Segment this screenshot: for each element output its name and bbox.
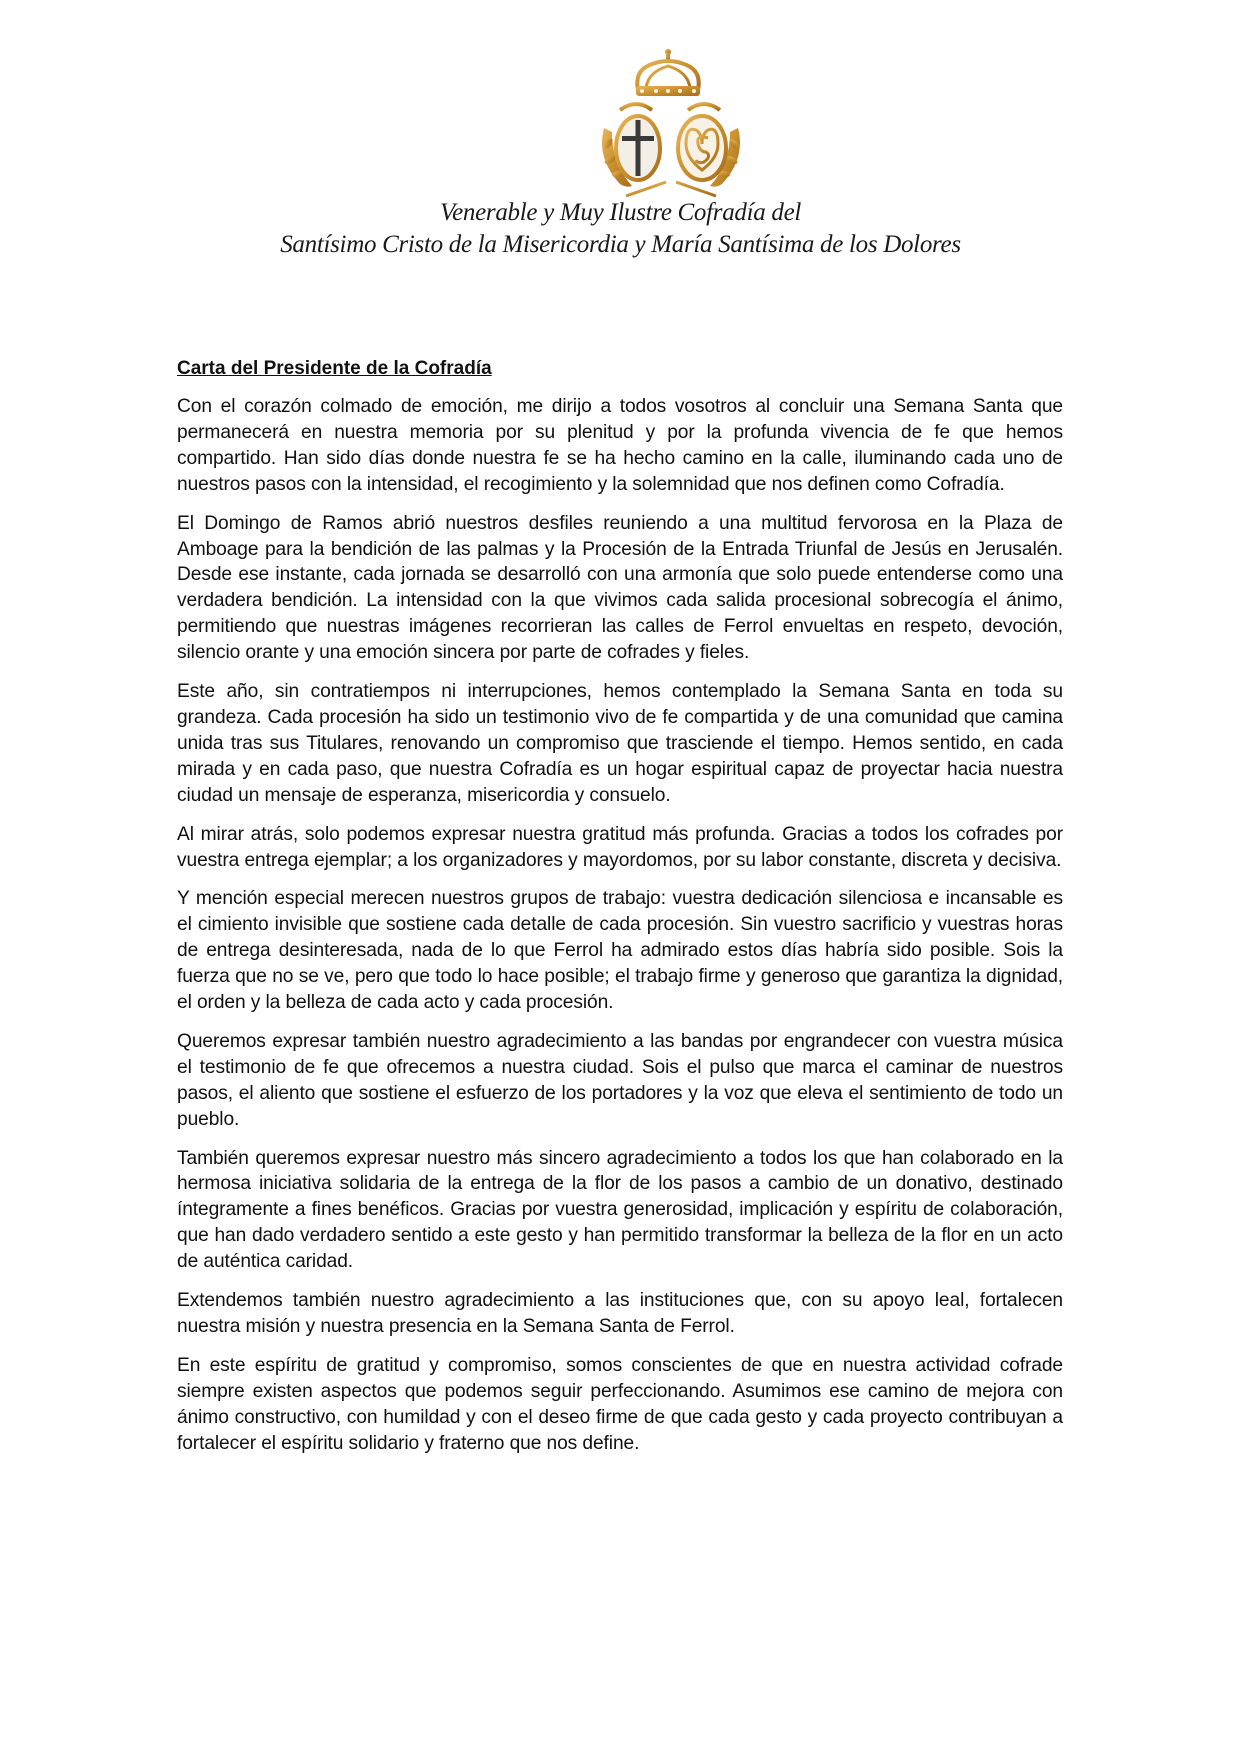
letter-paragraph: En este espíritu de gratitud y compromiso, somos conscientes de que en nuestra actividad cofrade siempre existen aspectos que podemos seguir perfeccionando. Asumimos ese camino de mejora con ánimo constructivo, con humildad y con el deseo firme de que cada gesto y cada proyecto contribuyan a fortalecer el espíritu solidario y fraterno que nos define. [177, 1354, 1063, 1454]
letter-paragraph: Al mirar atrás, solo podemos expresar nuestra gratitud más profunda. Gracias a todos los cofrades por vuestra entrega ejemplar; a los organizadores y mayordomos, por su labor constante, discreta y decisiva. [177, 823, 1063, 871]
crown-icon [636, 49, 700, 96]
brotherhood-title-line1: Venerable y Muy Ilustre Cofradía del [439, 199, 802, 226]
coat-of-arms-emblem [586, 48, 756, 200]
letter-paragraph: Con el corazón colmado de emoción, me dirijo a todos vosotros al concluir una Semana Santa que permanecerá en nuestra memoria por su plenitud y por la profunda vivencia de fe que hemos compartido. Han sido días donde nuestra fe se ha hecho camino en la calle, iluminando cada uno de nuestros pasos con la intensidad, el recogimiento y la solemnidad que nos definen como Cofradía. [177, 396, 1063, 495]
letter-body [177, 357, 1063, 1470]
letter-heading: Carta del Presidente de la Cofradía [177, 358, 492, 379]
letter-paragraph: Y mención especial merecen nuestros grupos de trabajo: vuestra dedicación silenciosa e incansable es el cimiento invisible que sostiene cada detalle de cada procesión. Sin vuestro sacrificio y vuestras horas de entrega desinteresada, nada de lo que Ferrol ha admirado estos días habría sido posible. Sois la fuerza que no se ve, pero que todo lo hace posible; el trabajo firme y generoso que garantiza la dignidad, el orden y la belleza de cada acto y cada procesión. [177, 888, 1063, 1014]
crown-cross-monogram-icon [586, 48, 756, 200]
letter-paragraph: También queremos expresar nuestro más sincero agradecimiento a todos los que han colaborado en la hermosa iniciativa solidaria de la entrega de la flor de los pasos a cambio de un donativo, destinado íntegramente a fines benéficos. Gracias por vuestra generosidad, implicación y espíritu de colaboración, que han dado verdadero sentido a este gesto y han permitido transformar la belleza de la flor en un acto de auténtica caridad. [177, 1147, 1063, 1273]
brotherhood-title [200, 197, 1041, 261]
letter-paragraph: Extendemos también nuestro agradecimiento a las instituciones que, con su apoyo leal, fortalecen nuestra misión y nuestra presencia en la Semana Santa de Ferrol. [177, 1290, 1063, 1337]
letter-paragraph: El Domingo de Ramos abrió nuestros desfiles reuniendo a una multitud fervorosa en la Plaza de Amboage para la bendición de las palmas y la Procesión de la Entrada Triunfal de Jesús en Jerusalén. Desde ese instante, cada jornada se desarrolló con una armonía que solo puede entenderse como una verdadera bendición. La intensidad con la que vivimos cada salida procesional sobrecogía el ánimo, permitiendo que nuestras imágenes recorrieran las calles de Ferrol envueltas en respeto, devoción, silencio orante y una emoción sincera por parte de cofrades y fieles. [177, 512, 1063, 664]
brotherhood-title-line2: Santísimo Cristo de la Misericordia y María Santísima de los Dolores [280, 231, 961, 258]
marian-monogram-icon [678, 116, 726, 180]
letter-paragraph: Este año, sin contratiempos ni interrupciones, hemos contemplado la Semana Santa en toda su grandeza. Cada procesión ha sido un testimonio vivo de fe compartida y de una comunidad que camina unida tras sus Titulares, renovando un compromiso que trasciende el tiempo. Hemos sentido, en cada mirada y en cada paso, que nuestra Cofradía es un hogar espiritual capaz de proyectar hacia nuestra ciudad un mensaje de esperanza, misericordia y consuelo. [177, 681, 1063, 806]
cross-shield-icon [616, 116, 660, 180]
letter-paragraph: Queremos expresar también nuestro agradecimiento a las bandas por engrandecer con vuestra música el testimonio de fe que ofrecemos a nuestra ciudad. Sois el pulso que marca el caminar de nuestros pasos, el aliento que sostiene el esfuerzo de los portadores y la voz que eleva el sentimiento de todo un pueblo. [177, 1030, 1063, 1130]
